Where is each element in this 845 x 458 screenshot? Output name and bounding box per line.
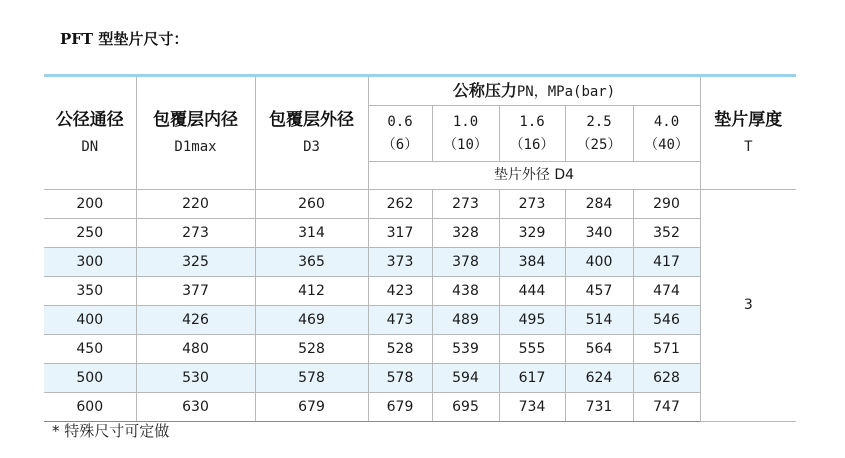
pressure-class-0 [368,106,432,162]
table-row [44,364,796,393]
pressure-class-2 [499,106,565,162]
cell-d3: 314 [255,219,368,248]
pressure-class-mpa: 4.0 [653,113,680,130]
cell-d4: 290 [633,190,700,219]
cell-d1: 426 [136,306,255,335]
cell-d4: 273 [432,190,499,219]
cell-d4: 528 [368,335,432,364]
table-row [44,219,796,248]
cell-d4: 624 [565,364,633,393]
pressure-class-1 [432,106,499,162]
cell-d4: 329 [499,219,565,248]
header-thickness-sub: T [744,138,753,155]
header-d3-sub: D3 [303,138,320,155]
cell-d4: 474 [633,277,700,306]
cell-d4: 539 [432,335,499,364]
cell-d3: 528 [255,335,368,364]
cell-d4: 628 [633,364,700,393]
cell-d3: 412 [255,277,368,306]
pressure-class-mpa: 0.6 [387,113,413,130]
cell-d4: 328 [432,219,499,248]
header-dn-label: 公径通径 [55,110,124,131]
cell-d4: 423 [368,277,432,306]
header-d1-label: 包覆层内径 [153,110,238,131]
header-thickness-label: 垫片厚度 [714,110,783,131]
cell-d4: 340 [565,219,633,248]
header-d1 [136,76,255,190]
cell-d4: 731 [565,393,633,422]
pressure-class-bar: （40） [644,136,689,153]
cell-dn: 200 [44,190,136,219]
page-title: PFT 型垫片尺寸： [60,30,189,48]
cell-d4: 378 [432,248,499,277]
cell-d1: 630 [136,393,255,422]
header-d4: 垫片外径 D4 [368,162,700,190]
pressure-class-bar: （6） [381,136,419,153]
table-row [44,393,796,422]
cell-d4: 273 [499,190,565,219]
header-d3-label: 包覆层外径 [269,110,354,131]
cell-dn: 300 [44,248,136,277]
cell-d4: 555 [499,335,565,364]
pressure-class-bar: （10） [443,136,488,153]
header-pressure-label: 公称压力 [452,81,517,101]
pressure-class-3 [565,106,633,162]
cell-d4: 734 [499,393,565,422]
table-row [44,190,796,219]
table-row [44,248,796,277]
cell-d4: 262 [368,190,432,219]
cell-dn: 350 [44,277,136,306]
cell-d3: 365 [255,248,368,277]
cell-d3: 260 [255,190,368,219]
cell-d4: 578 [368,364,432,393]
pressure-class-mpa: 2.5 [586,113,612,130]
pressure-class-mpa: 1.6 [519,113,545,130]
pressure-class-bar: （16） [509,136,555,153]
cell-d3: 469 [255,306,368,335]
cell-dn: 250 [44,219,136,248]
header-thickness [700,76,796,190]
pressure-class-4 [633,106,700,162]
table-row [44,335,796,364]
header-d1-sub: D1max [174,138,217,155]
pressure-class-mpa: 1.0 [452,113,479,130]
cell-d4: 457 [565,277,633,306]
cell-d4: 489 [432,306,499,335]
cell-d4: 617 [499,364,565,393]
cell-thickness: 3 [700,190,796,422]
cell-d4: 444 [499,277,565,306]
cell-d3: 578 [255,364,368,393]
cell-d4: 473 [368,306,432,335]
cell-d1: 377 [136,277,255,306]
cell-d4: 317 [368,219,432,248]
cell-dn: 450 [44,335,136,364]
cell-d4: 438 [432,277,499,306]
cell-d4: 384 [499,248,565,277]
cell-d4: 695 [432,393,499,422]
cell-d4: 400 [565,248,633,277]
cell-d4: 417 [633,248,700,277]
cell-d1: 220 [136,190,255,219]
cell-d4: 373 [368,248,432,277]
header-pressure [368,76,700,106]
cell-dn: 500 [44,364,136,393]
cell-dn: 600 [44,393,136,422]
cell-d4: 495 [499,306,565,335]
pressure-class-bar: （25） [576,136,622,153]
gasket-size-table [44,74,796,422]
table-row [44,306,796,335]
cell-d4: 594 [432,364,499,393]
header-pressure-unit: PN，MPa(bar) [516,84,616,101]
cell-d1: 530 [136,364,255,393]
cell-d4: 546 [633,306,700,335]
cell-d1: 273 [136,219,255,248]
cell-dn: 400 [44,306,136,335]
header-d3 [255,76,368,190]
header-dn [44,76,136,190]
cell-d4: 284 [565,190,633,219]
cell-d1: 325 [136,248,255,277]
cell-d4: 571 [633,335,700,364]
cell-d3: 679 [255,393,368,422]
cell-d4: 352 [633,219,700,248]
footnote: * 特殊尺寸可定做 [52,422,170,440]
cell-d4: 679 [368,393,432,422]
cell-d4: 514 [565,306,633,335]
cell-d4: 564 [565,335,633,364]
header-dn-sub: DN [81,138,99,155]
cell-d4: 747 [633,393,700,422]
cell-d1: 480 [136,335,255,364]
table-row [44,277,796,306]
